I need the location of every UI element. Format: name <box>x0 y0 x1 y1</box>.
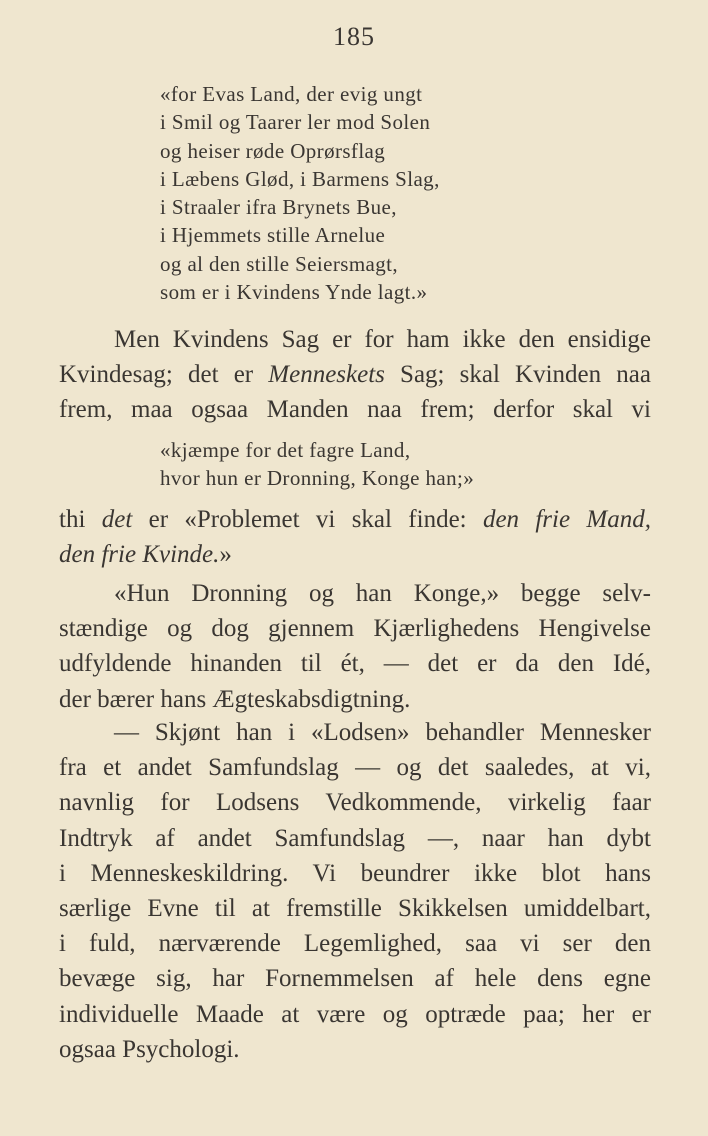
text-line: thi det er «Problemet vi skal finde: den frie Mand, <box>59 506 651 533</box>
verse-line: i Hjemmets stille Arnelue <box>160 223 386 248</box>
text-line: — Skjønt han i «Lodsen» behandler Mennesker <box>114 719 651 746</box>
paragraph-1 <box>59 322 651 428</box>
text-line: ogsaa Psychologi. <box>59 1035 240 1063</box>
verse-line: i Læbens Glød, i Barmens Slag, <box>160 166 440 191</box>
verse-quote-2 <box>160 436 474 493</box>
text-line: i fuld, nærværende Legemlighed, saa vi ser den <box>59 930 651 958</box>
text-line: stændige og dog gjennem Kjærlighedens Hengivelse <box>59 615 651 643</box>
verse-line: «kjæmpe for det fagre Land, <box>160 438 411 462</box>
paragraph-3 <box>59 576 651 717</box>
text-line: den frie Kvinde.» <box>59 541 232 569</box>
text-line: individuelle Maade at være og optræde paa; her er <box>59 1000 651 1028</box>
verse-line: i Smil og Taarer ler mod Solen <box>160 110 431 135</box>
text-line: bevæge sig, har Fornemmelsen af hele dens egne <box>59 965 651 993</box>
paragraph-2 <box>59 502 651 572</box>
text-line: i Menneskeskildring. Vi beundrer ikke blot hans <box>59 859 651 887</box>
text-line: der bærer hans Ægteskabsdigtning. <box>59 685 411 713</box>
emphasis: Menneskets <box>268 361 385 389</box>
text-line: «Hun Dronning og han Konge,» begge selv- <box>114 580 651 607</box>
verse-line: hvor hun er Dronning, Konge han;» <box>160 466 475 491</box>
text-line: fra et andet Samfundslag — og det saaledes, at vi, <box>59 754 651 782</box>
verse-line: og al den stille Seiersmagt, <box>160 251 399 276</box>
text-line: særlige Evne til at fremstille Skikkelsen umiddelbart, <box>59 895 651 923</box>
emphasis: den frie Mand, <box>482 506 651 533</box>
text-line: udfyldende hinanden til ét, — det er da den Idé, <box>59 650 651 678</box>
text-line: Men Kvindens Sag er for ham ikke den ensidige <box>114 326 651 353</box>
paragraph-4 <box>59 715 651 1067</box>
page-number: 185 <box>333 22 375 51</box>
verse-line: og heiser røde Oprørsflag <box>160 138 386 163</box>
text-line: Kvindesag; det er Menneskets Sag; skal Kvinden naa <box>59 361 651 389</box>
text-line: Indtryk af andet Samfundslag —, naar han dybt <box>59 824 651 852</box>
verse-line: i Straaler ifra Brynets Bue, <box>160 195 397 220</box>
emphasis: den frie Kvinde. <box>59 541 220 569</box>
emphasis: det <box>101 506 133 533</box>
verse-line: «for Evas Land, der evig ungt <box>160 82 423 106</box>
text-line: frem, maa ogsaa Manden naa frem; derfor skal vi <box>59 396 651 424</box>
verse-quote-1 <box>160 80 440 306</box>
verse-line: som er i Kvindens Ynde lagt.» <box>160 280 428 305</box>
text-line: navnlig for Lodsens Vedkommende, virkelig faar <box>59 789 651 817</box>
